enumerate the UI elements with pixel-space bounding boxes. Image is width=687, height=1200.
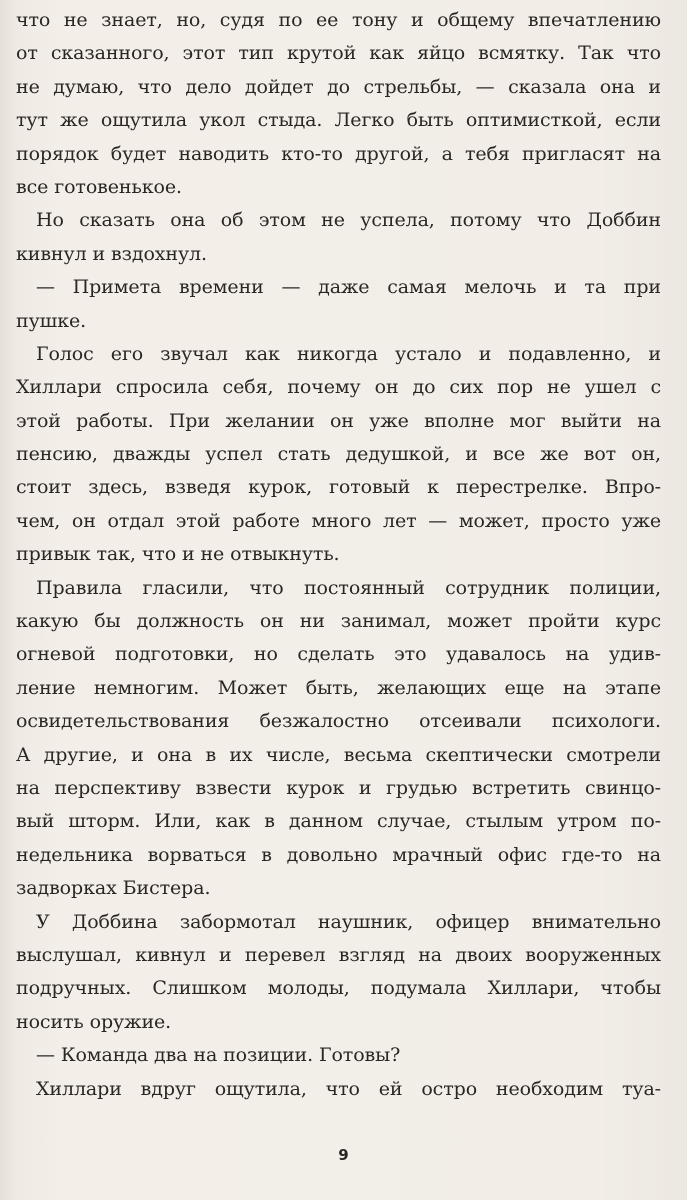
text-line: ление немногим. Может быть, желающих еще на этапе	[16, 676, 661, 699]
text-line: освидетельствования безжалостно отсеивали психологи.	[16, 710, 661, 733]
text-line: тут же ощутила укол стыда. Легко быть оптимисткой, если	[16, 109, 661, 132]
text-line: порядок будет наводить кто-то другой, а тебя пригласят на	[16, 142, 661, 165]
text-line: не думаю, что дело дойдет до стрельбы, — сказала она и	[16, 75, 661, 98]
text-line: этой работы. При желании он уже вполне мог выйти на	[16, 409, 661, 432]
text-line: привык так, что и не отвыкнуть.	[16, 543, 340, 566]
text-line: чем, он отдал этой работе много лет — может, просто уже	[16, 509, 661, 532]
text-line: Хиллари спросила себя, почему он до сих пор не ушел с	[16, 376, 661, 399]
page-number: 9	[338, 1146, 349, 1164]
text-line: пушке.	[16, 309, 87, 332]
body-text	[16, 4, 661, 1106]
text-line: Хиллари вдруг ощутила, что ей остро необходим туа-	[36, 1077, 661, 1100]
text-line: кивнул и вздохнул.	[16, 242, 207, 265]
text-line: Правила гласили, что постоянный сотрудник полиции,	[36, 576, 661, 599]
text-line: от сказанного, этот тип крутой как яйцо всмятку. Так что	[16, 42, 661, 65]
text-line: подручных. Слишком молоды, подумала Хиллари, чтобы	[16, 977, 661, 1000]
text-line: выслушал, кивнул и перевел взгляд на двоих вооруженных	[16, 943, 661, 966]
text-line: Но сказать она об этом не успела, потому что Доббин	[36, 209, 661, 232]
text-line: У Доббина забормотал наушник, офицер внимательно	[36, 910, 661, 933]
text-line: какую бы должность он ни занимал, может пройти курс	[16, 610, 661, 633]
text-line: стоит здесь, взведя курок, готовый к перестрелке. Впро-	[16, 476, 661, 499]
text-line: Голос его звучал как никогда устало и подавленно, и	[36, 342, 661, 365]
text-line: — Команда два на позиции. Готовы?	[36, 1044, 401, 1067]
text-line: огневой подготовки, но сделать это удавалось на удив-	[16, 643, 661, 666]
text-line: носить оружие.	[16, 1010, 172, 1033]
text-line: недельника ворваться в довольно мрачный офис где-то на	[16, 843, 661, 866]
text-line: что не знает, но, судя по ее тону и общему впечатлению	[16, 9, 661, 31]
text-line: задворках Бистера.	[16, 877, 211, 900]
text-line: — Примета времени — даже самая мелочь и та при	[36, 276, 661, 299]
text-line: А другие, и она в их числе, весьма скептически смотрели	[16, 743, 661, 766]
text-line: все готовенькое.	[16, 175, 182, 198]
text-line: пенсию, дважды успел стать дедушкой, и все же вот он,	[16, 443, 661, 466]
text-line: вый шторм. Или, как в данном случае, стылым утром по-	[16, 810, 661, 833]
text-line: на перспективу взвести курок и грудью встретить свинцо-	[16, 776, 661, 799]
